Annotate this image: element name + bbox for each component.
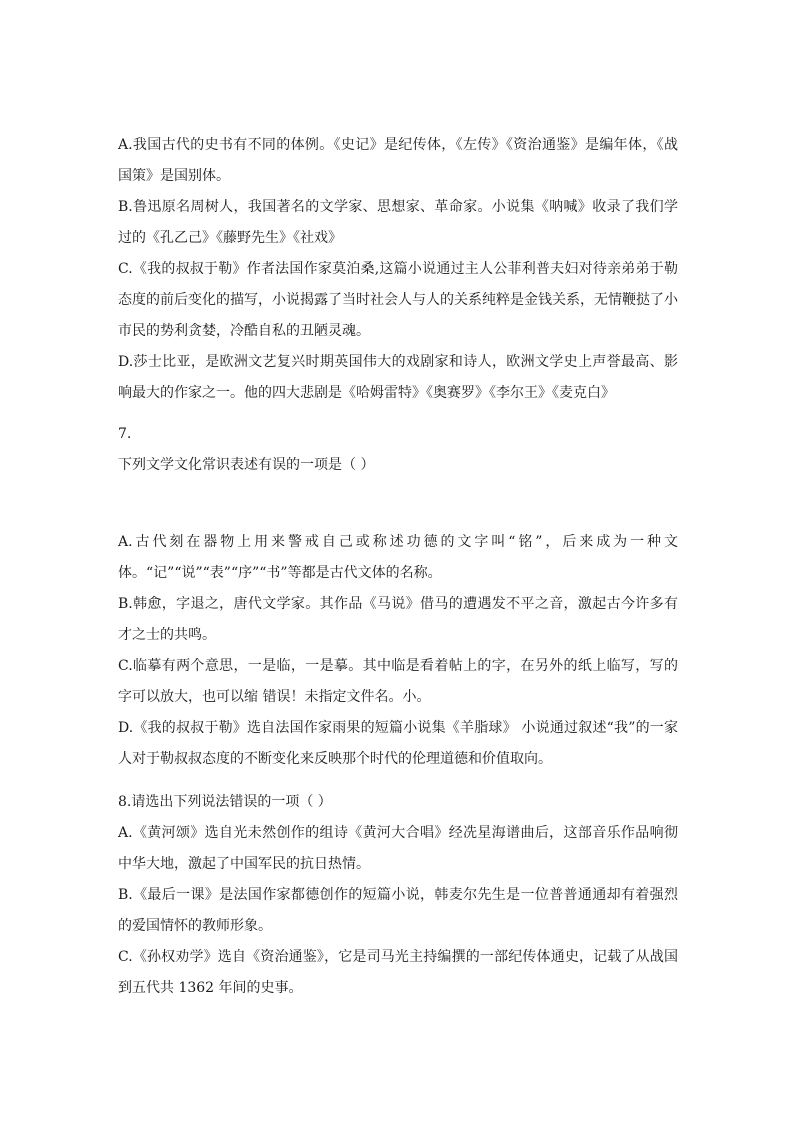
- option-a: A.古代刻在器物上用来警戒自己或称述功德的文字叫“铭”，后来成为一种文体。“记”“说”“表”“序”“书”等都是古代文体的名称。: [118, 534, 678, 581]
- option-b: B.韩愈，字退之，唐代文学家。其作品《马说》借马的遭遇发不平之音，激起古今许多有才之士的共鸣。: [118, 596, 678, 643]
- question-8: [118, 787, 678, 1004]
- option-b: B.《最后一课》是法国作家都德创作的短篇小说，韩麦尔先生是一位普普通通却有着强烈的爱国情怀的教师形象。: [118, 887, 678, 934]
- question-6-options: [118, 130, 678, 409]
- option-c: C.《孙权劝学》选自《资治通鉴》，它是司马光主持编撰的一部纪传体通史，记载了从战国到五代共 1362 年间的史事。: [118, 949, 678, 996]
- option-a: A.我国古代的史书有不同的体例。《史记》是纪传体，《左传》《资治通鉴》是编年体，《战国策》是国别体。: [118, 137, 678, 184]
- option-d: D.莎士比亚，是欧洲文艺复兴时期英国伟大的戏剧家和诗人，欧洲文学史上声誉最高、影响最大的作家之一。他的四大悲剧是《哈姆雷特》《奥赛罗》《李尔王》《麦克白》: [118, 354, 678, 401]
- option-d: D.《我的叔叔于勒》选自法国作家雨果的短篇小说集《羊脂球》 小说通过叙述“我”的一家人对于勒叔叔态度的不断变化来反映那个时代的伦理道德和价值取向。: [118, 720, 678, 767]
- document-page: [118, 130, 678, 1004]
- option-c: C.《我的叔叔于勒》作者法国作家莫泊桑,这篇小说通过主人公菲利普夫妇对待亲弟弟于勒态度的前后变化的描写，小说揭露了当时社会人与人的关系纯粹是金钱关系，无情鞭挞了小市民的势利贪婪，冷酷自私的丑陋灵魂。: [118, 261, 678, 339]
- option-b: B.鲁迅原名周树人，我国著名的文学家、思想家、革命家。小说集《呐喊》收录了我们学过的《孔乙己》《藤野先生》《社戏》: [118, 199, 678, 246]
- option-c: C.临摹有两个意思，一是临，一是摹。其中临是看着帖上的字，在另外的纸上临写，写的字可以放大，也可以缩 错误！未指定文件名。小。: [118, 658, 678, 705]
- question-7: [118, 419, 678, 775]
- question-stem: 8.请选出下列说法错误的一项（ ）: [118, 794, 332, 810]
- question-number: 7.: [118, 426, 132, 442]
- question-stem: 下列文学文化常识表述有误的一项是（ ）: [118, 457, 375, 473]
- option-a: A.《黄河颂》选自光未然创作的组诗《黄河大合唱》经冼星海谱曲后，这部音乐作品响彻中华大地，激起了中国军民的抗日热情。: [118, 825, 678, 872]
